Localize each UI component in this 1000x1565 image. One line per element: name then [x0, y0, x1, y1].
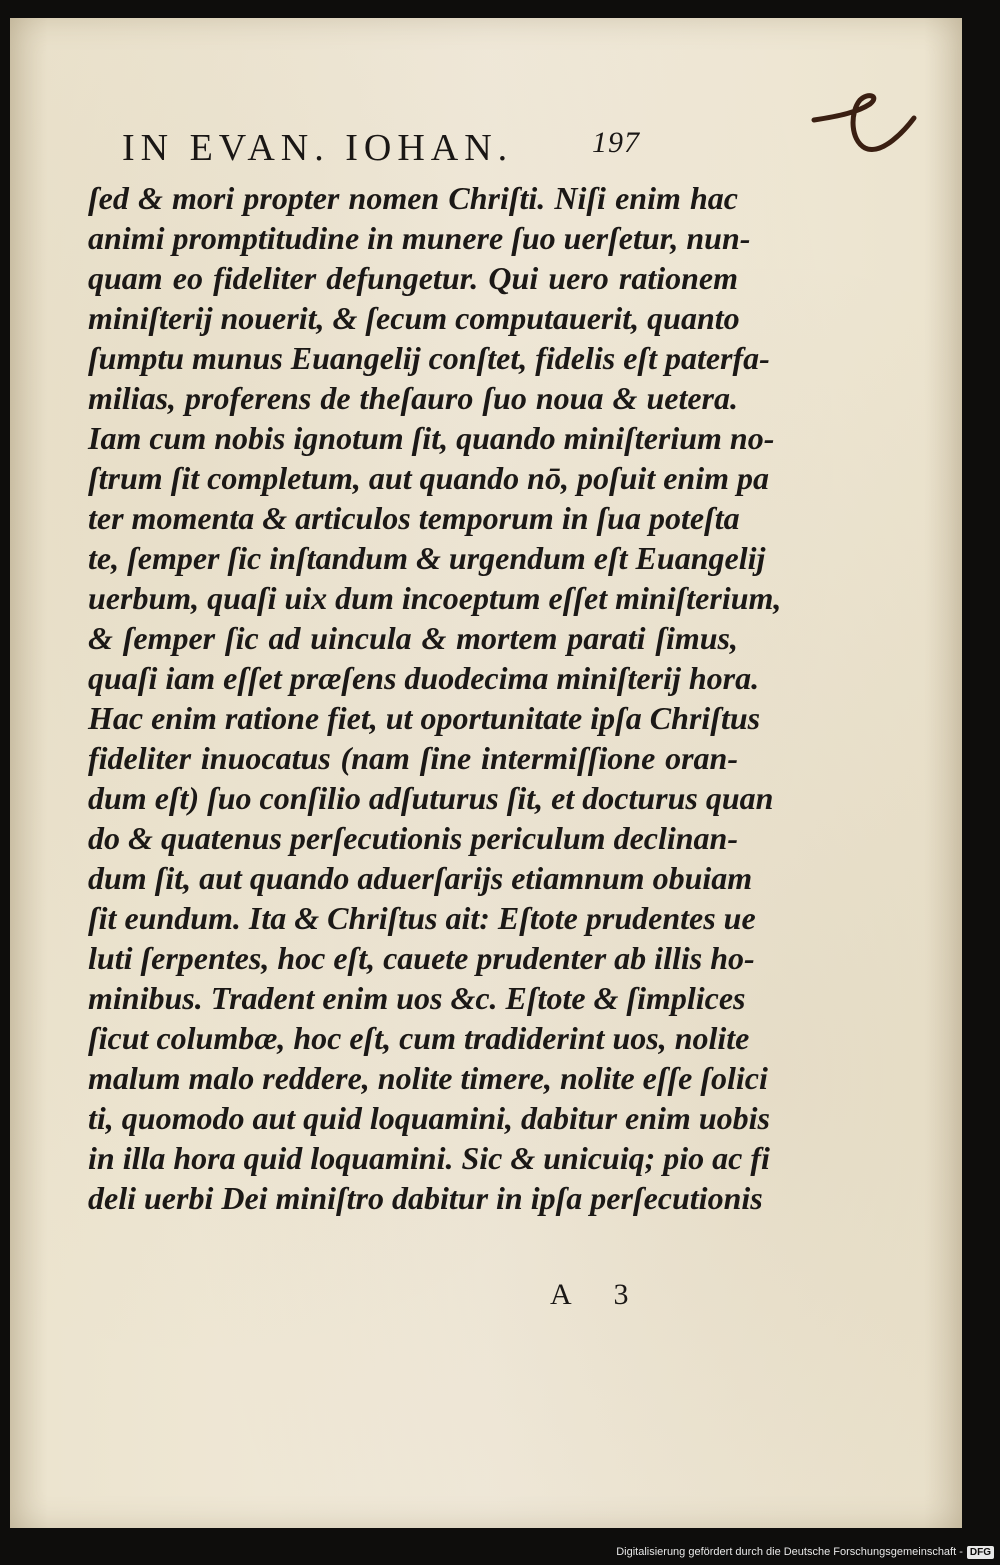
- text-line: & ſemper ſic ad uincula & mortem parati ſimus,: [88, 620, 738, 656]
- digitization-footer: [616, 1541, 994, 1563]
- text-line: dum eſt) ſuo conſilio adſuturus ſit, et docturus quan: [88, 780, 774, 816]
- text-line: te, ſemper ſic inſtandum & urgendum eſt Euangelij: [88, 540, 766, 576]
- text-line: ter momenta & articulos temporum in ſua poteſta: [88, 500, 740, 536]
- text-line: minibus. Tradent enim uos &c. Eſtote & ſimplices: [88, 980, 746, 1016]
- text-line: ſicut columbæ, hoc eſt, cum tradiderint uos, nolite: [88, 1020, 750, 1056]
- text-line: milias, proferens de theſauro ſuo noua & uetera.: [88, 380, 738, 416]
- text-line: malum malo reddere, nolite timere, nolite eſſe ſolici: [88, 1060, 768, 1096]
- text-line: animi promptitudine in munere ſuo uerſetur, nun-: [88, 220, 751, 256]
- running-head-title: IN EVAN. IOHAN.: [122, 127, 514, 169]
- running-head: [122, 126, 682, 170]
- text-line: luti ſerpentes, hoc eſt, cauete prudenter ab illis ho-: [88, 940, 755, 976]
- text-line: quaſi iam eſſet præſens duodecima miniſterij hora.: [88, 660, 760, 696]
- text-line: fideliter inuocatus (nam ſine intermiſſione oran-: [88, 740, 738, 776]
- text-line: uerbum, quaſi uix dum incoeptum eſſet miniſterium,: [88, 580, 782, 616]
- handwritten-margin-mark: [810, 90, 920, 160]
- text-line: do & quatenus perſecutionis periculum declinan-: [88, 820, 738, 856]
- text-line: ſit eundum. Ita & Chriſtus ait: Eſtote prudentes ue: [88, 900, 756, 936]
- dfg-logo: DFG: [967, 1546, 994, 1559]
- page-number: 197: [592, 126, 640, 159]
- text-line: Hac enim ratione fiet, ut oportunitate ipſa Chriſtus: [88, 700, 761, 736]
- signature-mark: A 3: [550, 1278, 647, 1311]
- book-page: [10, 18, 962, 1528]
- text-line: ti, quomodo aut quid loquamini, dabitur enim uobis: [88, 1100, 770, 1136]
- text-line: ſed & mori propter nomen Chriſti. Niſi enim hac: [88, 180, 738, 216]
- body-text: [88, 178, 782, 1218]
- text-line: deli uerbi Dei miniſtro dabitur in ipſa perſecutionis: [88, 1180, 763, 1216]
- text-line: quam eo fideliter defungetur. Qui uero rationem: [88, 260, 738, 296]
- footer-text: Digitalisierung gefördert durch die Deutsche Forschungsgemeinschaft -: [616, 1546, 963, 1558]
- text-line: miniſterij nouerit, & ſecum computauerit, quanto: [88, 300, 740, 336]
- text-line: dum ſit, aut quando aduerſarijs etiamnum obuiam: [88, 860, 753, 896]
- text-line: in illa hora quid loquamini. Sic & unicuiq; pio ac fi: [88, 1140, 770, 1176]
- text-line: ſumptu munus Euangelij conſtet, fidelis eſt paterfa-: [88, 340, 770, 376]
- text-line: ſtrum ſit completum, aut quando nō, poſuit enim pa: [88, 460, 769, 496]
- text-line: Iam cum nobis ignotum ſit, quando miniſterium no-: [88, 420, 775, 456]
